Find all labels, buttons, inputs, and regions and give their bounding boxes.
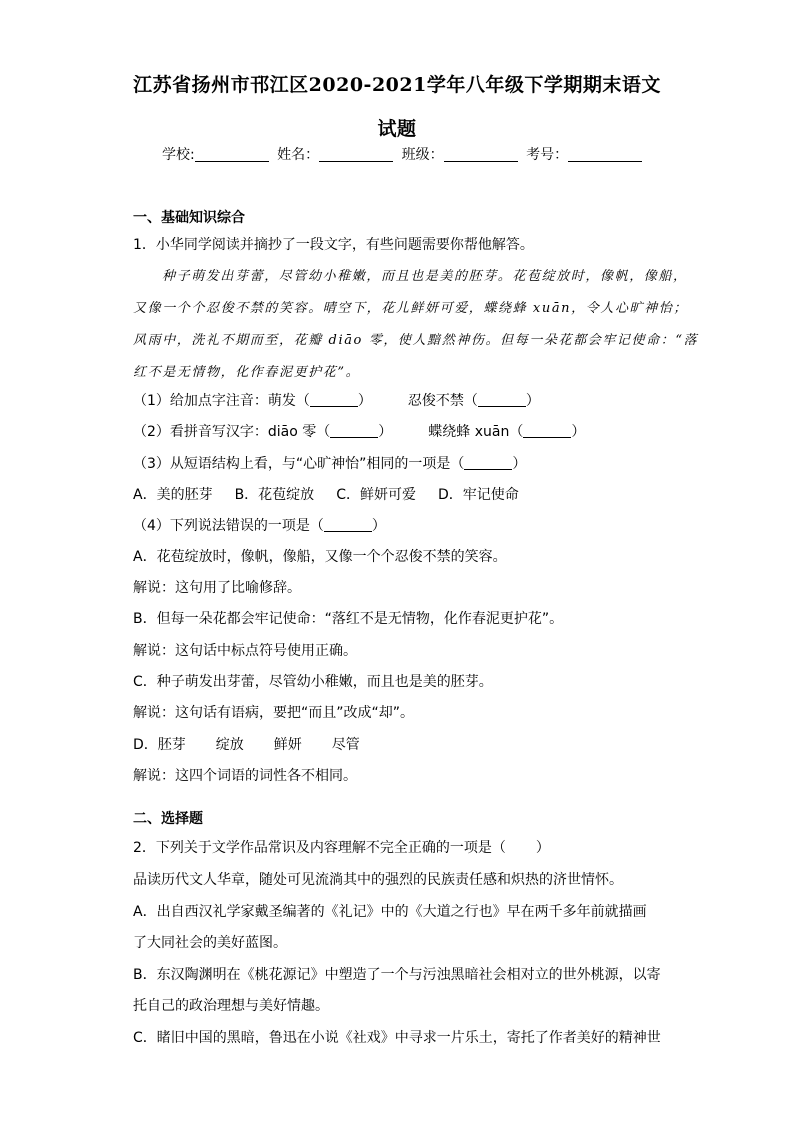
section-heading-2: 二、选择题 [133, 811, 203, 827]
school-blank[interactable] [195, 147, 269, 162]
option-c-statement: C．种子萌发出芽蕾，尽管幼小稚嫩，而且也是美的胚芽。 [133, 674, 493, 690]
sub-question-2: （2）看拼音写汉字：diāo 零（ ） 蝶绕蜂 xuān（ ） [133, 424, 586, 440]
class-blank[interactable] [444, 147, 518, 162]
number-label: 考号： [526, 147, 569, 163]
option-d-explanation: 解说：这四个词语的词性各不相同。 [133, 768, 357, 784]
question-2-stem: 2．下列关于文学作品常识及内容理解不完全正确的一项是（ ） [133, 840, 550, 856]
section-heading-1: 一、基础知识综合 [133, 210, 245, 226]
passage-line-2: 又像一个个忍俊不禁的笑容。晴空下，花儿鲜妍可爱，蝶绕蜂 xuān，令人心旷神怡； [133, 301, 688, 316]
answer-blank-4[interactable] [324, 518, 372, 532]
q2-option-c-line1: C．睹旧中国的黑暗，鲁迅在小说《社戏》中寻求一片乐土，寄托了作者美好的精神世 [133, 1030, 661, 1046]
sub-question-3: （3）从短语结构上看，与“心旷神怡”相同的一项是（ ） [133, 456, 527, 472]
answer-blank-3[interactable] [464, 456, 512, 470]
class-label: 班级： [401, 147, 444, 163]
q2-option-a-line2: 了大同社会的美好蓝图。 [133, 935, 287, 951]
option-b-explanation: 解说：这句话中标点符号使用正确。 [133, 643, 357, 659]
q2-option-b-line2: 托自己的政治理想与美好情趣。 [133, 998, 329, 1014]
passage-line-3: 风雨中，洗礼不期而至，花瓣 diāo 零，使人黯然神伤。但每一朵花都会牢记使命：“落 [133, 333, 699, 348]
sub-question-4: （4）下列说法错误的一项是（ ） [133, 518, 386, 534]
student-info-line [162, 144, 646, 164]
number-blank[interactable] [568, 147, 642, 162]
question-1-stem: 1．小华同学阅读并摘抄了一段文字，有些问题需要你帮他解答。 [133, 237, 534, 253]
option-c: C．鲜妍可爱 [336, 487, 416, 503]
option-a: A．美的胚芽 [133, 487, 213, 503]
option-d-statement: D．胚芽 绽放 鲜妍 尽管 [133, 737, 360, 753]
answer-blank-2a[interactable] [330, 424, 378, 438]
passage-line-4: 红不是无情物，化作春泥更护花”。 [133, 365, 361, 380]
option-b: B．花苞绽放 [234, 487, 315, 503]
q2-option-b-line1: B．东汉陶渊明在《桃花源记》中塑造了一个与污浊黑暗社会相对立的世外桃源，以寄 [133, 967, 661, 983]
name-label: 姓名： [277, 147, 320, 163]
option-a-explanation: 解说：这句用了比喻修辞。 [133, 580, 301, 596]
answer-blank-2b[interactable] [523, 424, 571, 438]
question-2-intro: 品读历代文人华章，随处可见流淌其中的强烈的民族责任感和炽热的济世情怀。 [133, 872, 623, 888]
option-d: D．牢记使命 [437, 487, 519, 503]
answer-blank-1b[interactable] [478, 393, 526, 407]
exam-title-line2: 试题 [377, 118, 417, 140]
name-blank[interactable] [319, 147, 393, 162]
sub-question-3-options [133, 484, 519, 504]
option-c-explanation: 解说：这句话有语病，要把“而且”改成“却”。 [133, 705, 415, 721]
exam-title-line1: 江苏省扬州市邗江区2020-2021学年八年级下学期期末语文 [133, 74, 661, 96]
q2-option-a-line1: A．出自西汉礼学家戴圣编著的《礼记》中的《大道之行也》早在两千多年前就描画 [133, 904, 647, 920]
sub-question-1: （1）给加点字注音：萌发（ ） 忍俊不禁（ ） [133, 393, 540, 409]
answer-blank-1a[interactable] [310, 393, 358, 407]
option-b-statement: B．但每一朵花都会牢记使命：“落红不是无情物，化作春泥更护花”。 [133, 611, 564, 627]
passage-line-1: 种子萌发出芽蕾，尽管幼小稚嫩，而且也是美的胚芽。花苞绽放时，像帆，像船， [162, 269, 688, 284]
school-label: 学校: [162, 147, 195, 163]
option-a-statement: A．花苞绽放时，像帆，像船，又像一个个忍俊不禁的笑容。 [133, 549, 507, 565]
